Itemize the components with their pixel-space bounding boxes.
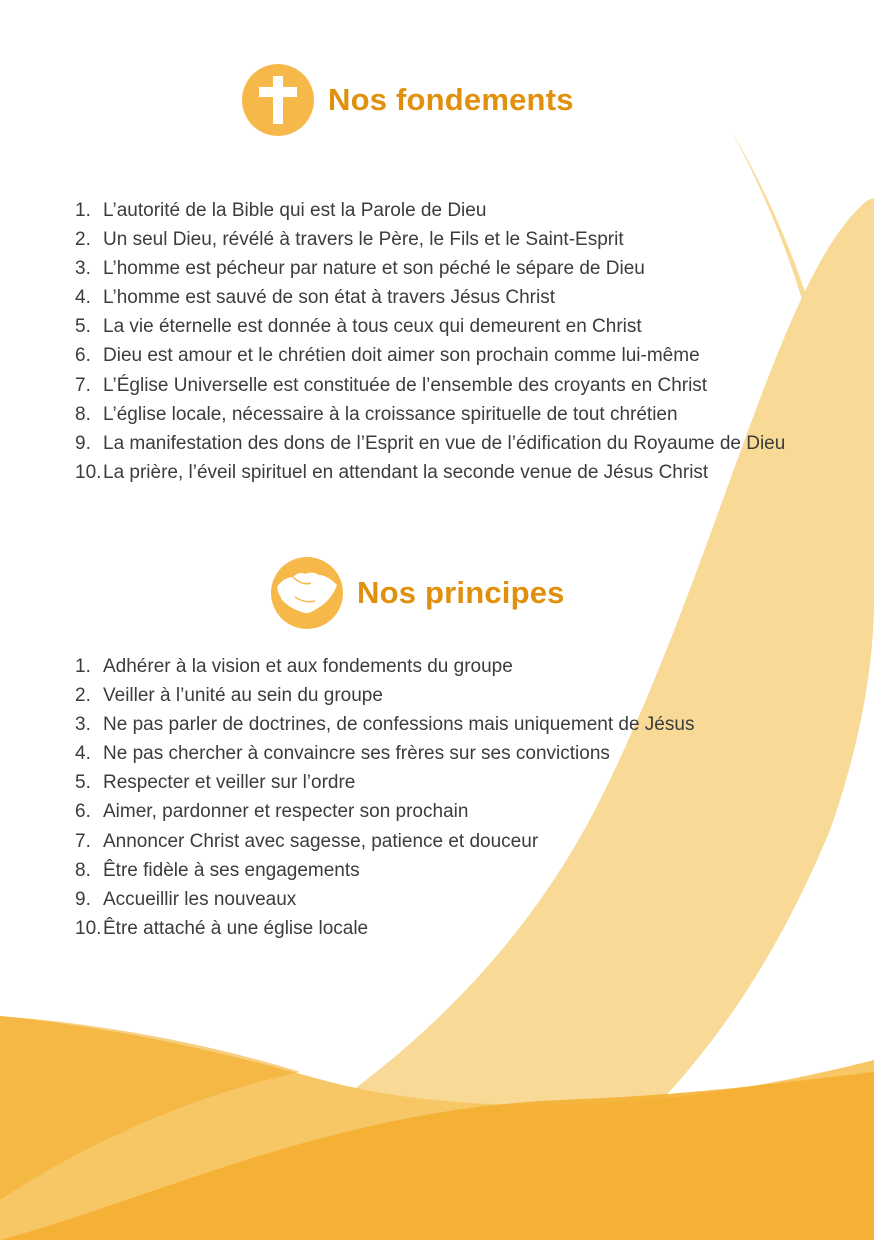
item-text: Veiller à l’unité au sein du groupe: [103, 685, 383, 707]
item-number: 5.: [75, 316, 91, 338]
item-number: 1.: [75, 200, 91, 221]
item-text: L’homme est sauvé de son état à travers Jésus Christ: [103, 287, 555, 309]
principes-title: Nos principes: [357, 575, 565, 610]
list-item: [75, 797, 694, 826]
item-text: Ne pas chercher à convaincre ses frères sur ses convictions: [103, 743, 610, 765]
list-item: [75, 429, 785, 458]
list-item: [75, 196, 785, 225]
item-number: 7.: [75, 374, 91, 396]
list-item: [75, 341, 785, 370]
item-text: La vie éternelle est donnée à tous ceux qui demeurent en Christ: [103, 316, 642, 338]
item-text: Accueillir les nouveaux: [103, 888, 297, 910]
list-item: [75, 312, 785, 341]
item-text: Un seul Dieu, révélé à travers le Père, le Fils et le Saint-Esprit: [103, 229, 624, 251]
item-number: 9.: [75, 888, 91, 910]
item-number: 2.: [75, 229, 91, 251]
list-item: [75, 827, 694, 856]
item-number: 4.: [75, 287, 91, 309]
item-text: Dieu est amour et le chrétien doit aimer son prochain comme lui-même: [103, 345, 700, 367]
item-text: La prière, l’éveil spirituel en attendant la seconde venue de Jésus Christ: [103, 461, 709, 483]
principes-header: [271, 557, 565, 629]
item-text: L’Église Universelle est constituée de l’ensemble des croyants en Christ: [103, 374, 708, 396]
list-item: [75, 458, 785, 487]
item-text: L’autorité de la Bible qui est la Parole de Dieu: [103, 200, 487, 221]
list-item: [75, 371, 785, 400]
list-item: [75, 400, 785, 429]
item-text: L’église locale, nécessaire à la croissance spirituelle de tout chrétien: [103, 403, 678, 425]
item-text: Aimer, pardonner et respecter son prochain: [103, 801, 469, 823]
item-number: 7.: [75, 830, 91, 852]
item-text: Être fidèle à ses engagements: [103, 859, 360, 881]
item-text: Annoncer Christ avec sagesse, patience et douceur: [103, 830, 539, 852]
item-number: 6.: [75, 801, 91, 823]
list-item: [75, 254, 785, 283]
list-item: [75, 914, 694, 943]
list-item: [75, 283, 785, 312]
list-item: [75, 652, 694, 681]
item-number: 1.: [75, 656, 91, 677]
item-number: 6.: [75, 345, 91, 367]
fondements-list: [75, 196, 785, 487]
handshake-icon: [271, 557, 343, 629]
item-number: 10.: [75, 917, 102, 939]
list-item: [75, 710, 694, 739]
cross-icon: [242, 64, 314, 136]
item-text: Respecter et veiller sur l’ordre: [103, 772, 356, 794]
item-number: 8.: [75, 859, 91, 881]
item-number: 9.: [75, 432, 91, 454]
list-item: [75, 225, 785, 254]
fondements-title: Nos fondements: [328, 82, 574, 117]
item-number: 3.: [75, 258, 91, 280]
item-text: Ne pas parler de doctrines, de confessions mais uniquement de Jésus: [103, 714, 695, 736]
item-text: L’homme est pécheur par nature et son péché le sépare de Dieu: [103, 258, 645, 280]
principes-list: [75, 652, 694, 943]
item-number: 2.: [75, 685, 91, 707]
list-item: [75, 768, 694, 797]
item-number: 10.: [75, 461, 102, 483]
list-item: [75, 885, 694, 914]
item-text: Adhérer à la vision et aux fondements du groupe: [103, 656, 513, 677]
item-number: 4.: [75, 743, 91, 765]
item-number: 3.: [75, 714, 91, 736]
list-item: [75, 856, 694, 885]
fondements-header: [242, 64, 574, 136]
item-number: 5.: [75, 772, 91, 794]
list-item: [75, 681, 694, 710]
item-number: 8.: [75, 403, 91, 425]
item-text: La manifestation des dons de l’Esprit en vue de l’édification du Royaume de Dieu: [103, 432, 786, 454]
list-item: [75, 739, 694, 768]
item-text: Être attaché à une église locale: [103, 917, 369, 939]
